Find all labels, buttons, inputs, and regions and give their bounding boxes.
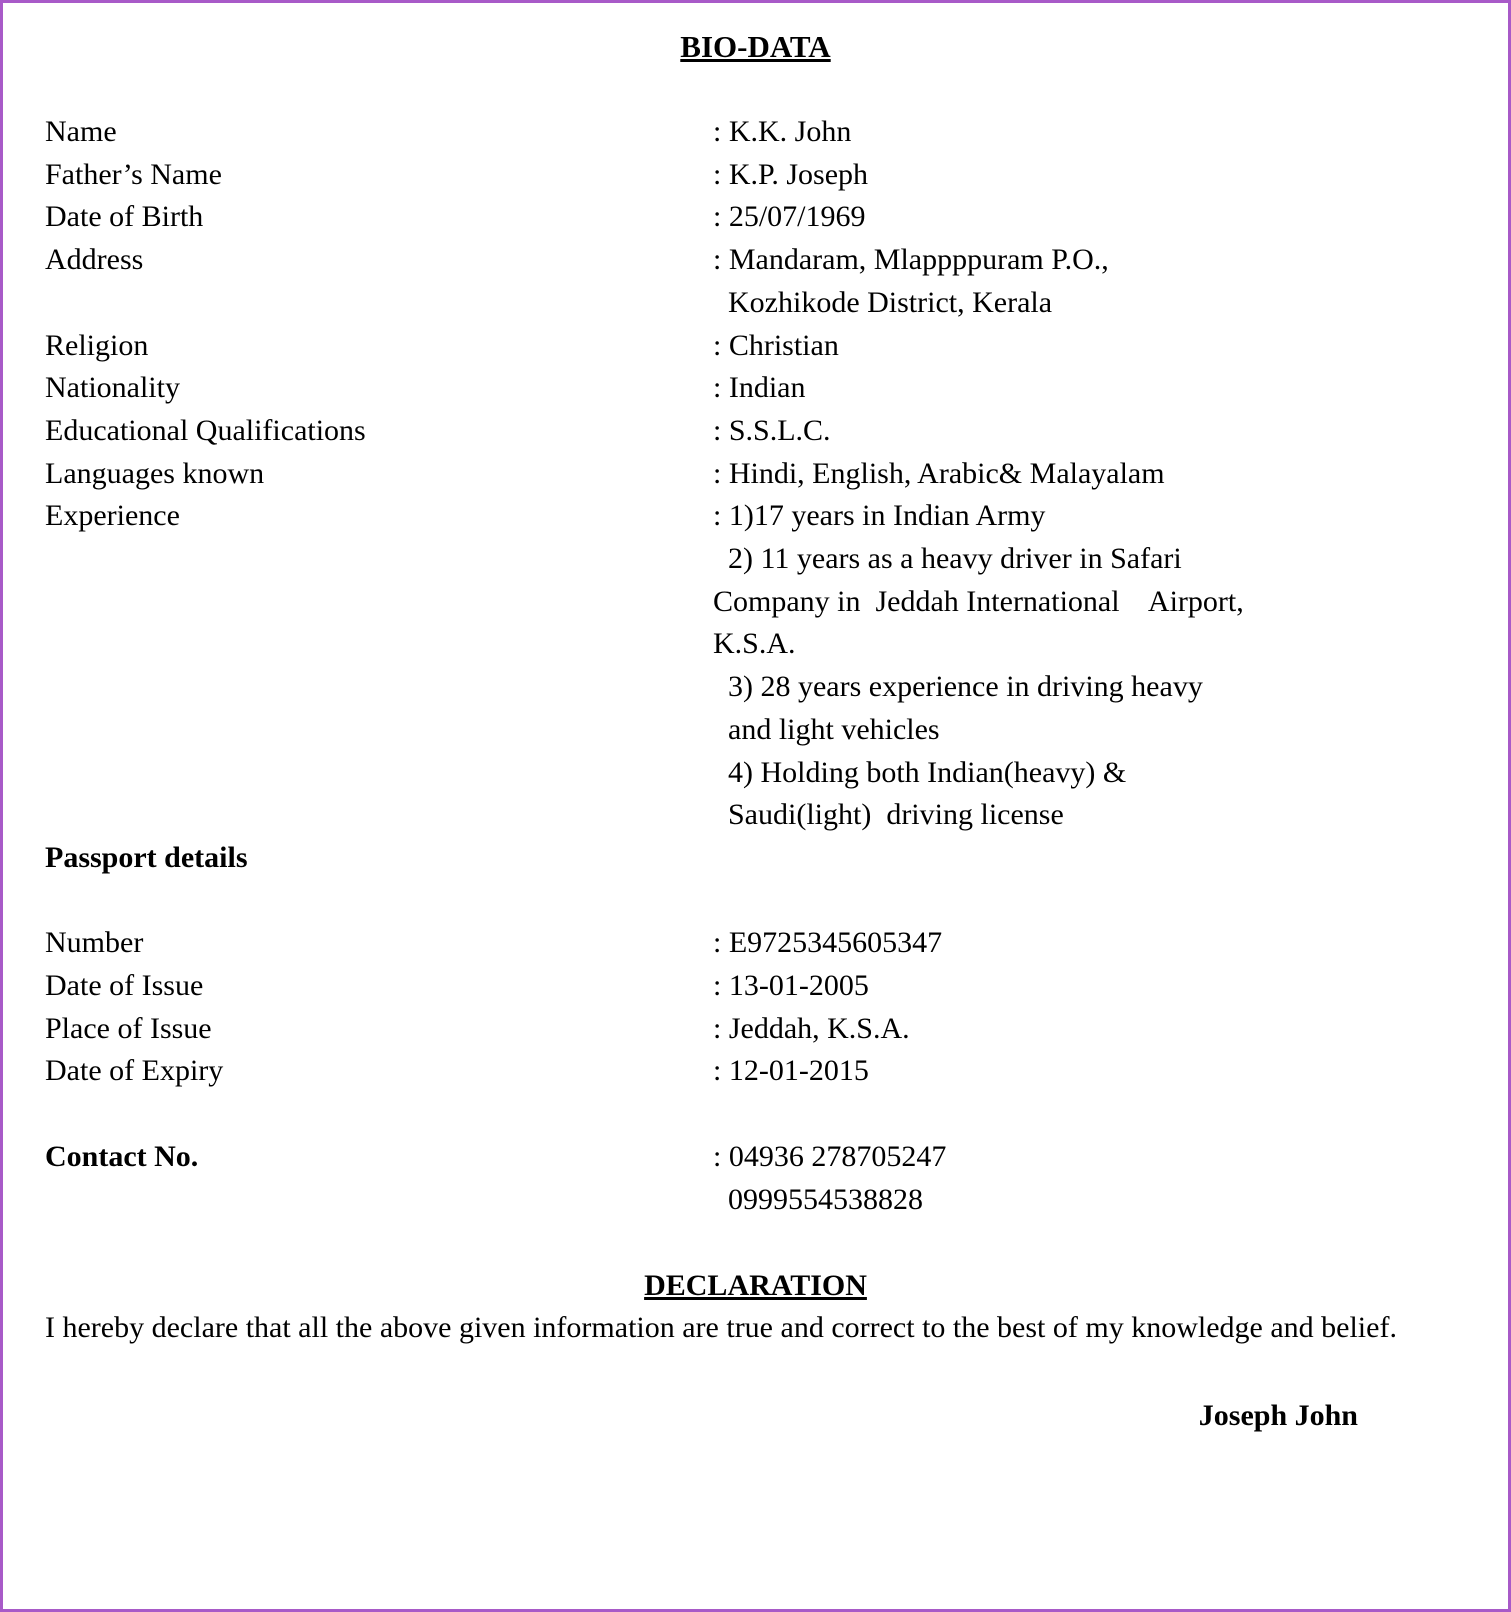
field-row-contact-no xyxy=(45,1136,1466,1221)
field-label: Name xyxy=(45,115,117,148)
field-value xyxy=(713,495,1466,837)
passport-details-section xyxy=(45,837,1466,1093)
field-value-line: : K.K. John xyxy=(713,115,852,148)
field-value xyxy=(713,239,1466,324)
passport-details-heading: Passport details xyxy=(45,840,248,874)
field-label: Date of Issue xyxy=(45,969,204,1003)
contact-label: Contact No. xyxy=(45,1139,199,1173)
field-value xyxy=(713,154,1466,197)
field-value-line: : Jeddah, K.S.A. xyxy=(713,1011,910,1045)
field-value xyxy=(713,196,1466,239)
field-label: Place of Issue xyxy=(45,1011,212,1045)
field-row-experience xyxy=(45,495,1466,837)
field-value xyxy=(713,922,1466,965)
field-value-line: : Christian xyxy=(713,328,839,362)
field-value-line: Kozhikode District, Kerala xyxy=(713,285,1053,319)
field-value-line: 4) Holding both Indian(heavy) & xyxy=(713,755,1127,789)
field-value xyxy=(713,367,1466,410)
field-value-line: Company in Jeddah International Airport, xyxy=(713,584,1244,618)
field-label: Number xyxy=(45,926,144,960)
field-row-date-of-expiry xyxy=(45,1050,1466,1093)
field-value-line: : 13-01-2005 xyxy=(713,969,869,1003)
field-row-place-of-issue xyxy=(45,1008,1466,1051)
field-row-nationality xyxy=(45,367,1466,410)
field-value xyxy=(713,965,1466,1008)
field-row-date-of-issue xyxy=(45,965,1466,1008)
field-label: Nationality xyxy=(45,371,180,405)
field-value-line: : K.P. Joseph xyxy=(713,157,869,191)
field-value-line: : 25/07/1969 xyxy=(713,200,866,234)
field-label: Experience xyxy=(45,499,180,533)
document-title: BIO-DATA xyxy=(680,29,831,64)
field-row-languages-known xyxy=(45,453,1466,496)
field-value-line: K.S.A. xyxy=(713,627,796,661)
field-label: Religion xyxy=(45,328,149,362)
personal-details-section xyxy=(45,111,1466,837)
field-row-educational-qualifications xyxy=(45,410,1466,453)
field-label: Date of Birth xyxy=(45,200,204,234)
spacer xyxy=(45,1093,1466,1136)
field-value-line: : 04936 278705247 xyxy=(713,1139,947,1173)
declaration-section xyxy=(45,1264,1466,1350)
field-row-religion xyxy=(45,325,1466,368)
declaration-text: I hereby declare that all the above given information are true and correct to the best of my knowledge and belief. xyxy=(45,1311,1397,1345)
signature: Joseph John xyxy=(1198,1398,1358,1432)
field-label: Languages known xyxy=(45,456,265,490)
field-value-line: : S.S.L.C. xyxy=(713,413,831,447)
field-label: Date of Expiry xyxy=(45,1054,224,1088)
field-row-address xyxy=(45,239,1466,324)
field-value-line: : 12-01-2015 xyxy=(713,1054,869,1088)
field-value xyxy=(713,325,1466,368)
spacer xyxy=(45,880,1466,923)
field-value-line: : Hindi, English, Arabic& Malayalam xyxy=(713,456,1165,490)
field-value xyxy=(713,111,1466,154)
field-value xyxy=(713,1050,1466,1093)
field-label: Father’s Name xyxy=(45,157,222,191)
field-value xyxy=(713,453,1466,496)
declaration-heading: DECLARATION xyxy=(644,1269,867,1303)
field-value-line: Saudi(light) driving license xyxy=(713,798,1064,832)
field-row-fathers-name xyxy=(45,154,1466,197)
field-value-line: : E9725345605347 xyxy=(713,926,943,960)
field-value-line: 3) 28 years experience in driving heavy xyxy=(713,670,1203,704)
field-value-line: 2) 11 years as a heavy driver in Safari xyxy=(713,542,1182,576)
field-label: Address xyxy=(45,243,144,277)
field-row-name xyxy=(45,111,1466,154)
field-value-line: and light vehicles xyxy=(713,712,940,746)
field-row-passport-number xyxy=(45,922,1466,965)
field-value xyxy=(713,1136,1466,1221)
field-value-line: : 1)17 years in Indian Army xyxy=(713,499,1046,533)
field-value xyxy=(713,410,1466,453)
field-label: Educational Qualifications xyxy=(45,413,366,447)
field-value-line: : Mandaram, Mlappppuram P.O., xyxy=(713,243,1109,277)
field-value-line: 0999554538828 xyxy=(713,1182,923,1216)
field-value-line: : Indian xyxy=(713,371,806,405)
field-row-date-of-birth xyxy=(45,196,1466,239)
field-value xyxy=(713,1008,1466,1051)
